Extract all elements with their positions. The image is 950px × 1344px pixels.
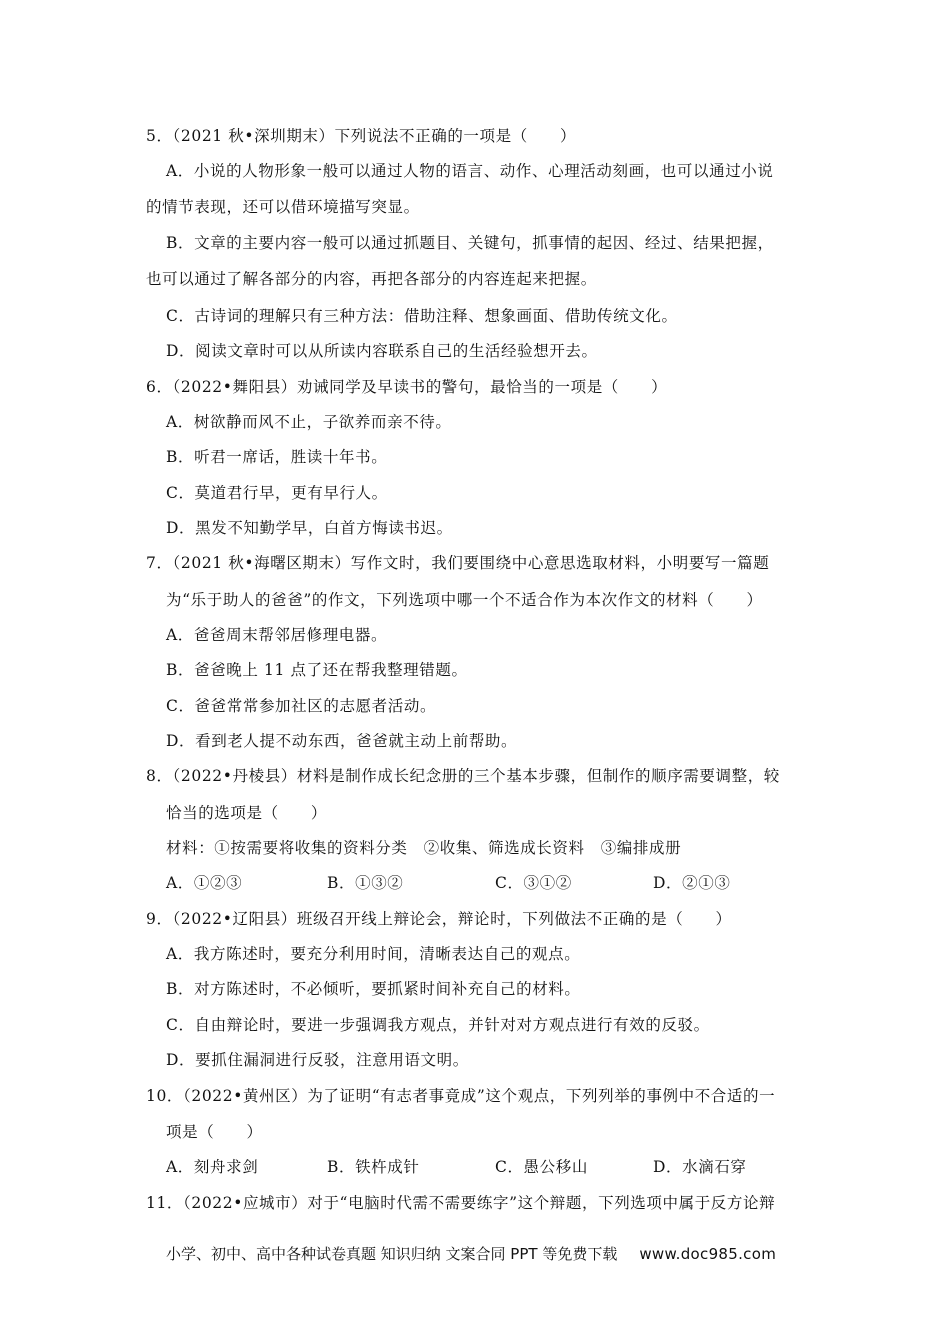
question-6-option-a: A．树欲静而风不止，子欲养而亲不待。 bbox=[166, 413, 452, 431]
question-10-option-a: A．刻舟求剑 bbox=[166, 1158, 259, 1176]
question-7-stem: 7．（2021 秋•海曙区期末）写作文时，我们要围绕中心意思选取材料，小明要写一篇题 bbox=[146, 554, 770, 572]
question-10-option-d: D．水滴石穿 bbox=[653, 1158, 747, 1176]
question-10-stem: 10．（2022•黄州区）为了证明“有志者事竟成”这个观点，下列列举的事例中不合适的一 bbox=[146, 1087, 776, 1105]
footer-text: 小学、初中、高中各种试卷真题 知识归纳 文案合同 PPT 等免费下载 bbox=[166, 1245, 618, 1263]
question-5-option-a: A．小说的人物形象一般可以通过人物的语言、动作、心理活动刻画，也可以通过小说 bbox=[166, 162, 774, 180]
question-7-option-d: D．看到老人提不动东西，爸爸就主动上前帮助。 bbox=[166, 732, 518, 750]
question-6-option-c: C．莫道君行早，更有早行人。 bbox=[166, 484, 388, 502]
question-5-option-b: B．文章的主要内容一般可以通过抓题目、关键句，抓事情的起因、经过、结果把握， bbox=[166, 234, 774, 252]
question-9-option-d: D．要抓住漏洞进行反驳，注意用语文明。 bbox=[166, 1051, 469, 1069]
question-8-material: 材料：①按需要将收集的资料分类 ②收集、筛选成长资料 ③编排成册 bbox=[166, 839, 682, 857]
question-5-stem: 5．（2021 秋•深圳期末）下列说法不正确的一项是（ ） bbox=[146, 127, 577, 145]
question-9-option-b: B．对方陈述时，不必倾听，要抓紧时间补充自己的材料。 bbox=[166, 980, 581, 998]
question-8-stem: 8．（2022•丹棱县）材料是制作成长纪念册的三个基本步骤，但制作的顺序需要调整，较 bbox=[146, 767, 780, 785]
question-5-option-d: D．阅读文章时可以从所读内容联系自己的生活经验想开去。 bbox=[166, 342, 598, 360]
question-7-option-a: A．爸爸周末帮邻居修理电器。 bbox=[166, 626, 388, 644]
question-7-option-c: C．爸爸常常参加社区的志愿者活动。 bbox=[166, 697, 437, 715]
question-8-option-c: C．③①② bbox=[495, 874, 572, 892]
question-6-stem: 6．（2022•舞阳县）劝诫同学及早读书的警句，最恰当的一项是（ ） bbox=[146, 378, 668, 396]
page-footer bbox=[166, 1244, 776, 1264]
question-8-option-d: D．②①③ bbox=[653, 874, 731, 892]
question-10-option-c: C．愚公移山 bbox=[495, 1158, 588, 1176]
question-8-option-a: A．①②③ bbox=[166, 874, 243, 892]
question-11-stem: 11．（2022•应城市）对于“电脑时代需不需要练字”这个辩题，下列选项中属于反方论辩 bbox=[146, 1194, 776, 1212]
question-10-stem-cont: 项是（ ） bbox=[166, 1123, 263, 1141]
question-10-option-b: B．铁杵成针 bbox=[327, 1158, 420, 1176]
question-8-stem-cont: 恰当的选项是（ ） bbox=[166, 804, 328, 822]
question-7-option-b: B．爸爸晚上 11 点了还在帮我整理错题。 bbox=[166, 661, 468, 679]
question-9-stem: 9．（2022•辽阳县）班级召开线上辩论会，辩论时，下列做法不正确的是（ ） bbox=[146, 910, 732, 928]
question-5-option-b-cont: 也可以通过了解各部分的内容，再把各部分的内容连起来把握。 bbox=[146, 270, 597, 288]
question-9-option-c: C．自由辩论时，要进一步强调我方观点，并针对对方观点进行有效的反驳。 bbox=[166, 1016, 710, 1034]
question-7-stem-cont: 为“乐于助人的爸爸”的作文，下列选项中哪一个不适合作为本次作文的材料（ ） bbox=[166, 591, 763, 609]
question-6-option-b: B．听君一席话，胜读十年书。 bbox=[166, 448, 388, 466]
question-6-option-d: D．黑发不知勤学早，白首方悔读书迟。 bbox=[166, 519, 453, 537]
question-5-option-a-cont: 的情节表现，还可以借环境描写突显。 bbox=[146, 198, 420, 216]
question-9-option-a: A．我方陈述时，要充分利用时间，清晰表达自己的观点。 bbox=[166, 945, 581, 963]
footer-url[interactable]: www.doc985.com bbox=[639, 1245, 777, 1263]
question-5-option-c: C．古诗词的理解只有三种方法：借助注释、想象画面、借助传统文化。 bbox=[166, 307, 678, 325]
question-8-option-b: B．①③② bbox=[327, 874, 404, 892]
